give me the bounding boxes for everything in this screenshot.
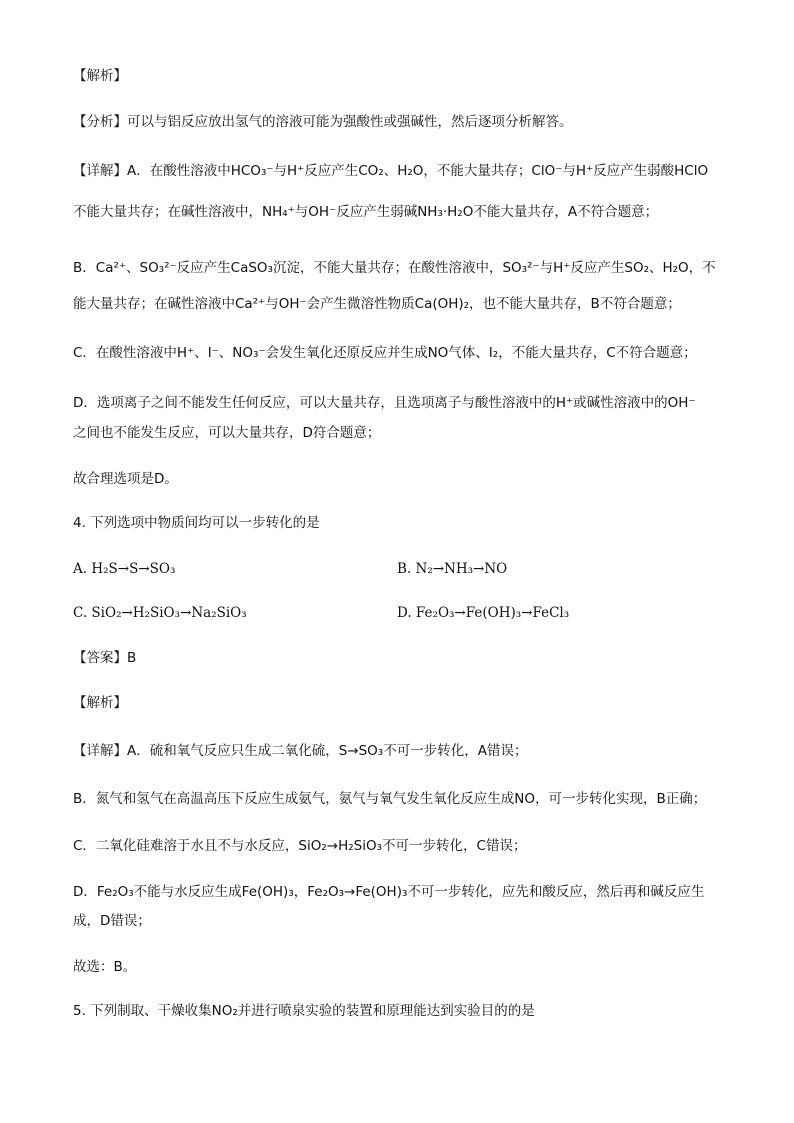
option-a: A. H₂S→S→SO₃ xyxy=(73,561,176,577)
conclusion-line: 故合理选项是D。 xyxy=(73,471,178,487)
detail-q4-a: 【详解】A．硫和氧气反应只生成二氧化硫，S→SO₃不可一步转化，A错误； xyxy=(73,743,528,759)
detail-q4-b: B．氮气和氢气在高温高压下反应生成氨气，氨气与氧气发生氧化反应生成NO，可一步转化实现，B正确； xyxy=(73,791,707,807)
detail-q4-c: C．二氧化硅难溶于水且不与水反应，SiO₂→H₂SiO₃不可一步转化，C错误； xyxy=(73,838,527,854)
detail-q4-d-line2: 成，D错误； xyxy=(73,913,151,929)
option-d: D. Fe₂O₃→Fe(OH)₃→FeCl₃ xyxy=(397,605,570,621)
analysis-paragraph: 【分析】可以与铝反应放出氢气的溶液可能为强酸性或强碱性，然后逐项分析解答。 xyxy=(73,114,573,130)
detail-paragraph-a-line1: 【详解】A．在酸性溶液中HCO₃⁻与H⁺反应产生CO₂、H₂O，不能大量共存；ClO⁻与H⁺反应产生弱酸HClO xyxy=(73,163,709,179)
question-4-stem: 4. 下列选项中物质间均可以一步转化的是 xyxy=(73,515,320,531)
conclusion-q4: 故选：B。 xyxy=(73,959,137,975)
option-b: B. N₂→NH₃→NO xyxy=(397,561,508,577)
detail-paragraph-b-line1: B．Ca²⁺、SO₃²⁻反应产生CaSO₃沉淀，不能大量共存；在酸性溶液中，SO₃²⁻与H⁺反应产生SO₂、H₂O，不 xyxy=(73,260,716,276)
answer-line: 【答案】B xyxy=(73,650,137,666)
option-c: C. SiO₂→H₂SiO₃→Na₂SiO₃ xyxy=(73,605,247,621)
detail-paragraph-a-line2: 不能大量共存；在碱性溶液中，NH₄⁺与OH⁻反应产生弱碱NH₃·H₂O不能大量共存，A不符合题意； xyxy=(73,204,659,220)
section-heading-analysis-2: 【解析】 xyxy=(73,695,127,711)
detail-paragraph-c: C．在酸性溶液中H⁺、I⁻、NO₃⁻会发生氧化还原反应并生成NO气体、I₂，不能大量共存，C不符合题意； xyxy=(73,345,697,361)
question-5-stem: 5. 下列制取、干燥收集NO₂并进行喷泉实验的装置和原理能达到实验目的的是 xyxy=(73,1003,535,1019)
detail-paragraph-d-line1: D．选项离子之间不能发生任何反应，可以大量共存，且选项离子与酸性溶液中的H⁺或碱性溶液中的OH⁻ xyxy=(73,395,696,411)
detail-paragraph-d-line2: 之间也不能发生反应，可以大量共存，D符合题意； xyxy=(73,425,381,441)
section-heading-analysis: 【解析】 xyxy=(73,68,127,84)
detail-paragraph-b-line2: 能大量共存；在碱性溶液中Ca²⁺与OH⁻会产生微溶性物质Ca(OH)₂，也不能大量共存，B不符合题意； xyxy=(73,296,681,312)
detail-q4-d-line1: D．Fe₂O₃不能与水反应生成Fe(OH)₃，Fe₂O₃→Fe(OH)₃不可一步转化，应先和酸反应，然后再和碱反应生 xyxy=(73,884,705,900)
